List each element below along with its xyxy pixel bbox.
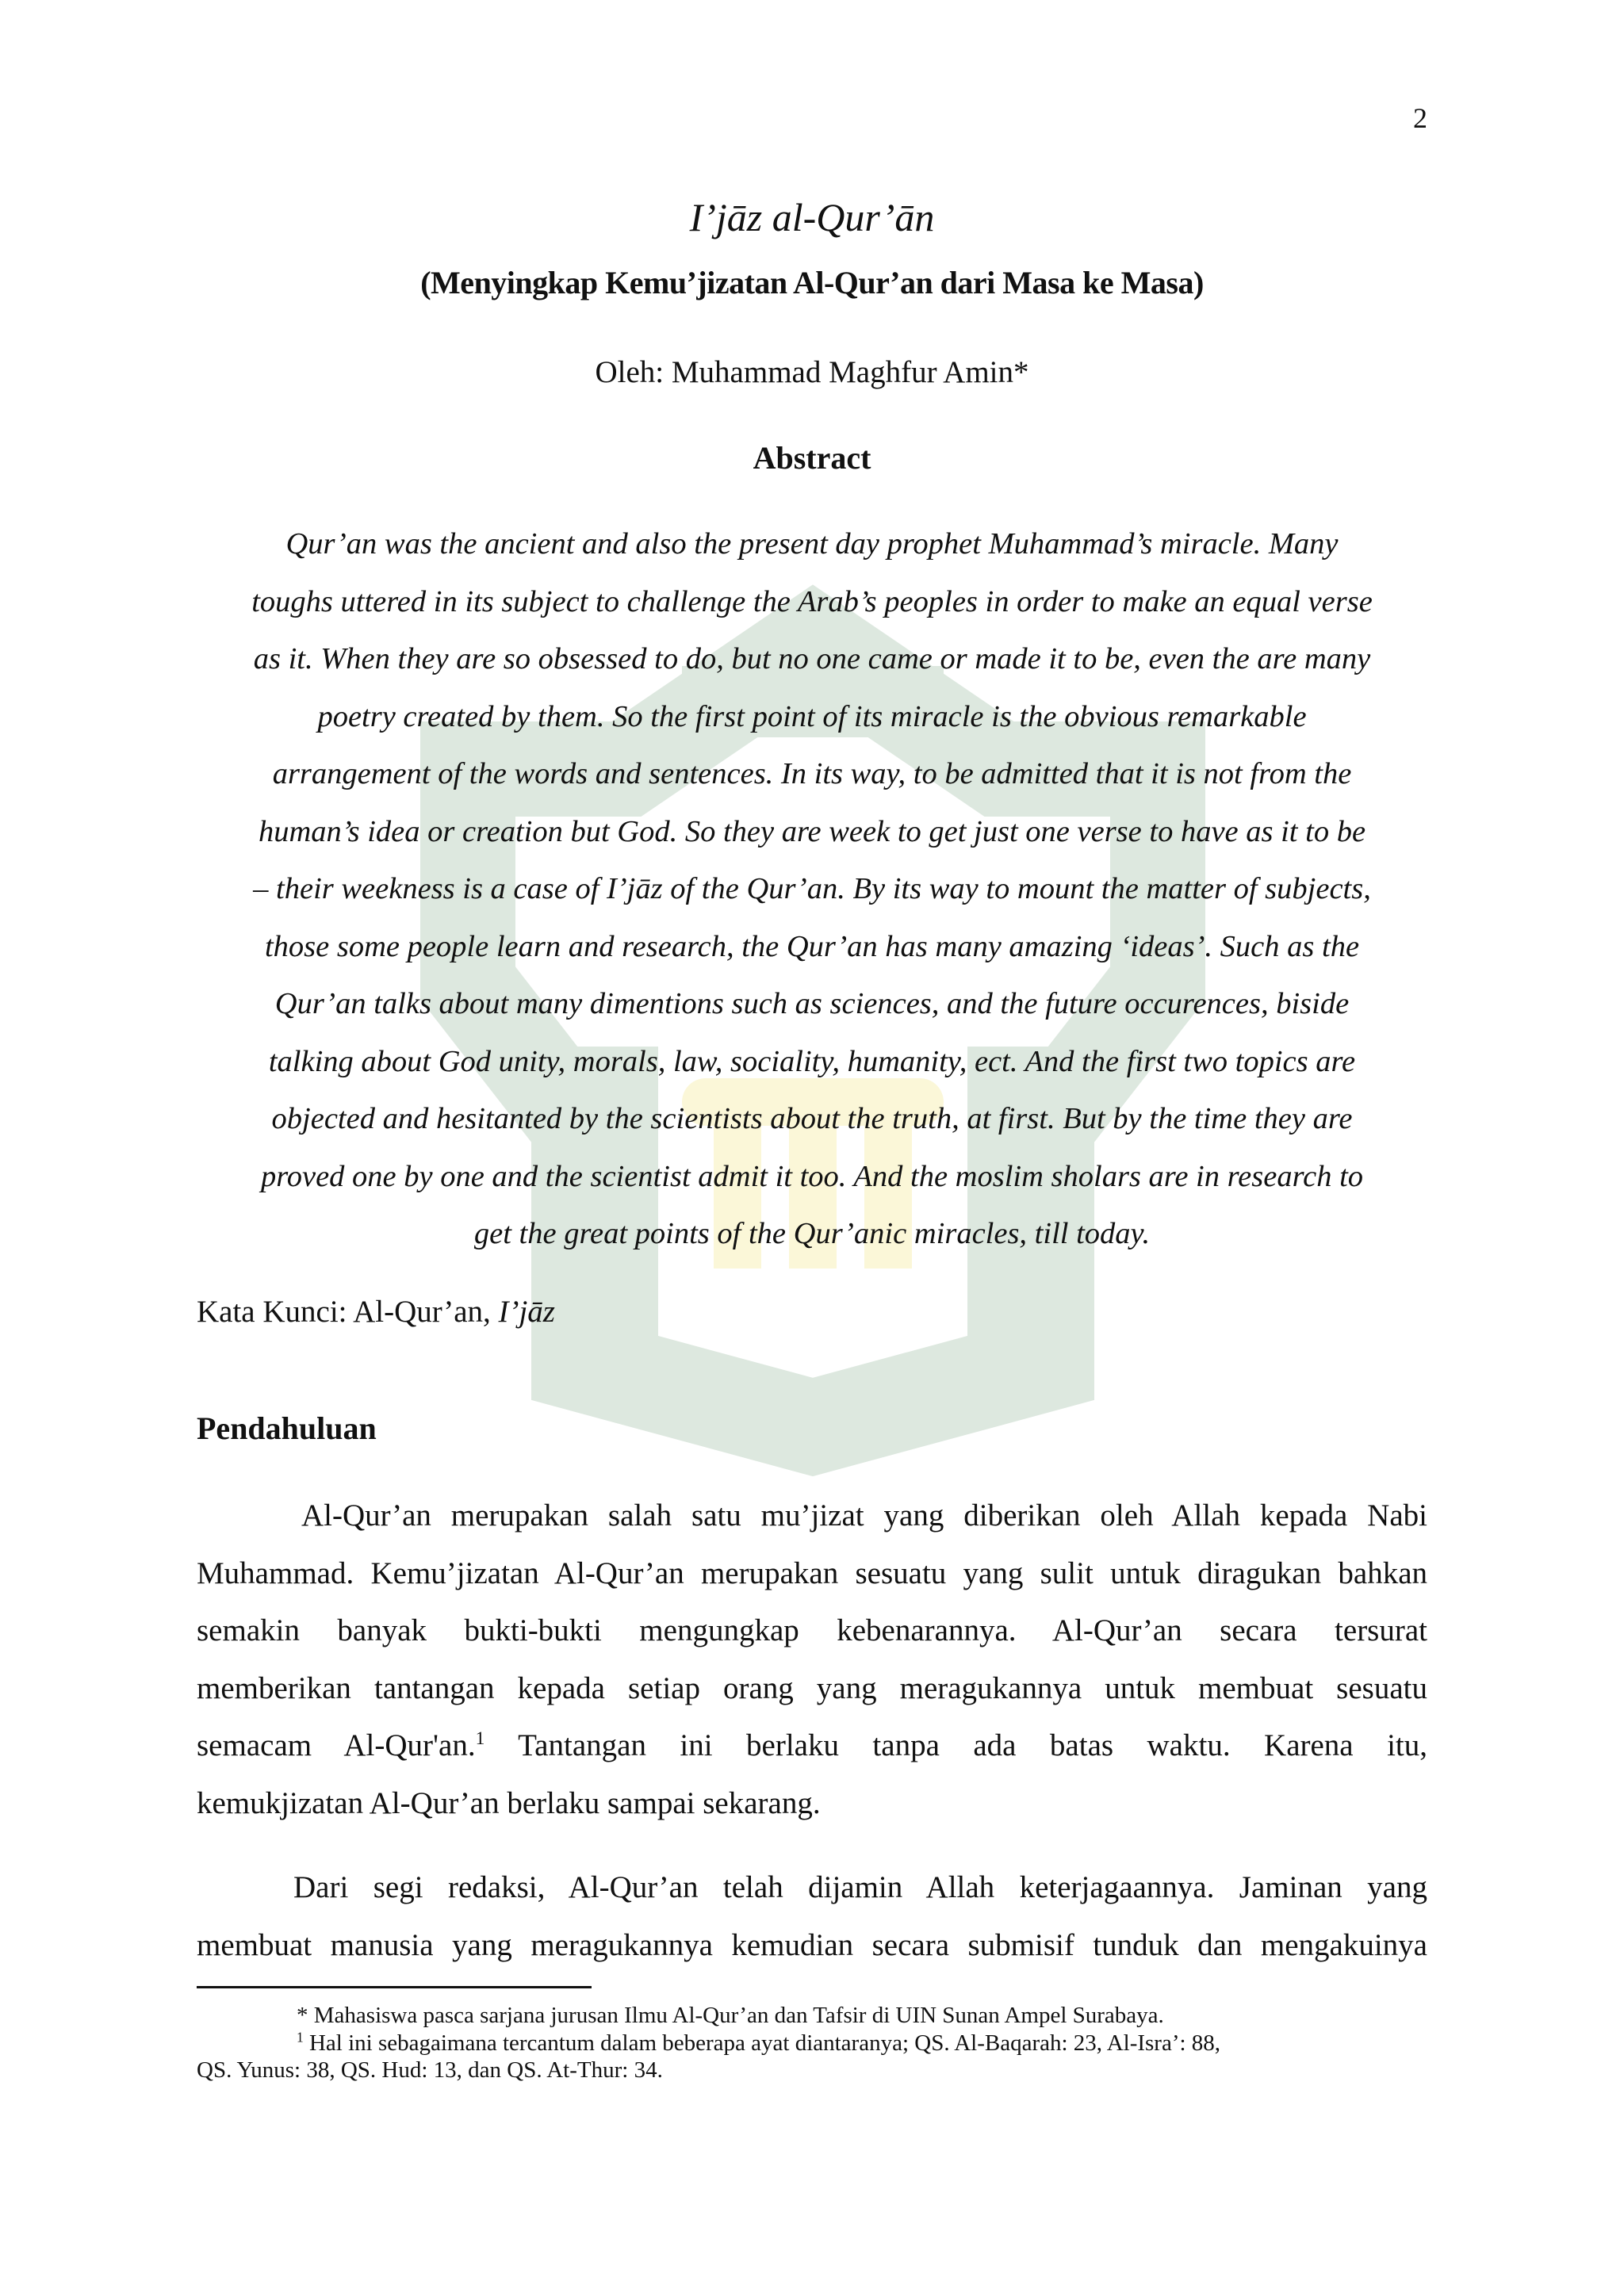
footnote-1 xyxy=(197,2030,1427,2084)
abstract-line: objected and hesitanted by the scientists about the truth, at first. But by the time they are xyxy=(271,1102,1353,1135)
paragraph-line: Muhammad. Kemu’jizatan Al-Qur’an merupakan sesuatu yang sulit untuk diragukan bahkan xyxy=(197,1556,1427,1590)
footnote-text: * Mahasiswa pasca sarjana jurusan Ilmu Al-Qur’an dan Tafsir di UIN Sunan Ampel Surabaya. xyxy=(297,2003,1164,2028)
abstract-line: talking about God unity, morals, law, sociality, humanity, ect. And the first two topics are xyxy=(268,1044,1356,1078)
paragraph-line: memberikan tantangan kepada setiap orang yang meragukannya untuk membuat sesuatu xyxy=(197,1670,1427,1705)
footnote-author xyxy=(197,2002,1427,2029)
abstract-line: poetry created by them. So the first point of its miracle is the obvious remarkable xyxy=(317,699,1307,733)
keywords-label: Kata Kunci: Al-Qur’an, xyxy=(197,1295,499,1329)
paper-title: I’jāz al-Qur’ān xyxy=(689,195,935,239)
abstract-line: get the great points of the Qur’anic miracles, till today. xyxy=(473,1217,1151,1250)
section-heading: Pendahuluan xyxy=(197,1410,377,1446)
abstract-line: toughs uttered in its subject to challenge the Arab’s peoples in order to make an equal verse xyxy=(251,584,1373,618)
abstract-text xyxy=(189,515,1435,1263)
footnote-line xyxy=(197,2030,1427,2057)
paragraph-line: Al-Qur’an merupakan salah satu mu’jizat yang diberikan oleh Allah kepada Nabi xyxy=(301,1498,1427,1533)
paper-subtitle: (Menyingkap Kemu’jizatan Al-Qur’an dari Masa ke Masa) xyxy=(420,265,1204,300)
abstract-heading: Abstract xyxy=(753,440,871,476)
footnote-text: Hal ini sebagaimana tercantum dalam beberapa ayat diantaranya; QS. Al-Baqarah: 23, Al-Isra’: 88, xyxy=(303,2030,1221,2056)
abstract-line: as it. When they are so obsessed to do, but no one came or made it to be, even the are many xyxy=(253,642,1371,675)
paragraph-line: semakin banyak bukti-bukti mengungkap kebenarannya. Al-Qur’an secara tersurat xyxy=(197,1613,1427,1647)
paragraph-text: Tantangan ini berlaku tanpa ada batas waktu. Karena itu, xyxy=(485,1728,1427,1762)
footnote-divider xyxy=(197,1986,592,1988)
paragraph-1 xyxy=(197,1487,1427,1832)
abstract-line: those some people learn and research, the Qur’an has many amazing ‘ideas’. Such as the xyxy=(264,929,1360,963)
paragraph-line: Dari segi redaksi, Al-Qur’an telah dijamin Allah keterjagaannya. Jaminan yang xyxy=(293,1870,1427,1904)
footnote-mark: 1 xyxy=(297,2029,304,2045)
abstract-line: human’s idea or creation but God. So they are week to get just one verse to have as it to be xyxy=(258,814,1366,848)
paragraph-line-with-footnote xyxy=(197,1717,1427,1775)
page-number: 2 xyxy=(1413,102,1427,134)
footnote-line: QS. Yunus: 38, QS. Hud: 13, dan QS. At-Thur: 34. xyxy=(197,2057,663,2083)
keywords xyxy=(197,1294,555,1330)
paragraph-text: semacam Al-Qur'an. xyxy=(197,1728,476,1762)
abstract-line: Qur’an was the ancient and also the present day prophet Muhammad’s miracle. Many xyxy=(285,527,1339,561)
abstract-line: proved one by one and the scientist admit it too. And the moslim sholars are in research to xyxy=(260,1159,1364,1193)
author-line: Oleh: Muhammad Maghfur Amin* xyxy=(595,355,1029,389)
abstract-line: Qur’an talks about many dimentions such as sciences, and the future occurences, biside xyxy=(274,987,1350,1020)
paragraph-line: kemukjizatan Al-Qur’an berlaku sampai sekarang. xyxy=(197,1785,821,1820)
paragraph-line: membuat manusia yang meragukannya kemudian secara submisif tunduk dan mengakuinya xyxy=(197,1927,1427,1962)
footnote-ref: 1 xyxy=(475,1728,485,1749)
keywords-italic-term: I’jāz xyxy=(498,1295,555,1329)
abstract-line: – their weekness is a case of I’jāz of the Qur’an. By its way to mount the matter of subjects, xyxy=(253,872,1371,905)
paragraph-2 xyxy=(197,1859,1427,1974)
abstract-line: arrangement of the words and sentences. In its way, to be admitted that it is not from the xyxy=(272,757,1352,790)
